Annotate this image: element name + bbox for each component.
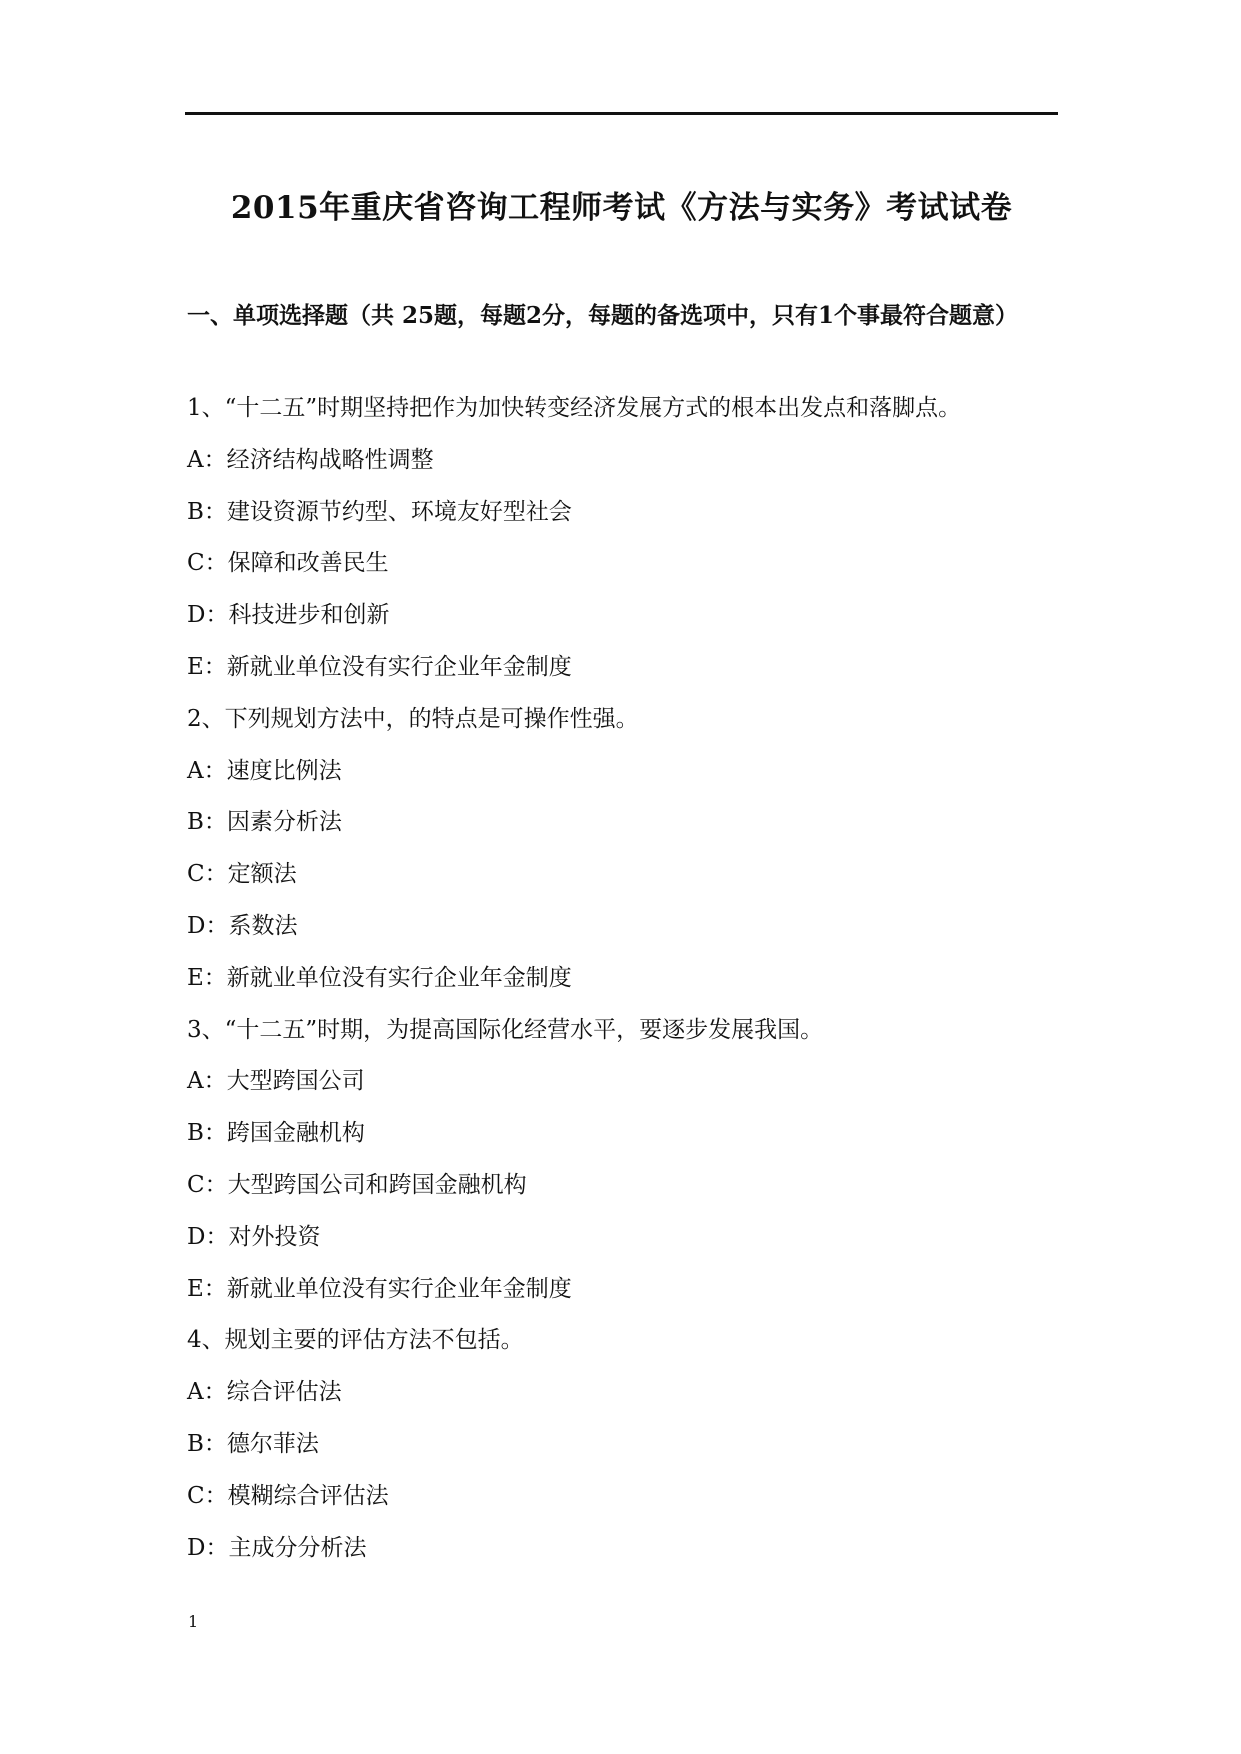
question-4: 4、规划主要的评估方法不包括。 [187, 1327, 524, 1354]
option-2d: D：系数法 [187, 912, 298, 939]
option-4b: B：德尔菲法 [187, 1430, 319, 1457]
option-4a: A：综合评估法 [187, 1379, 342, 1406]
question-3: 3、“十二五”时期，为提高国际化经营水平，要逐步发展我国。 [187, 1016, 824, 1043]
option-2a: A：速度比例法 [187, 757, 342, 784]
option-1a: A：经济结构战略性调整 [187, 446, 434, 473]
page-number: 1 [188, 1612, 199, 1631]
header-rule [185, 112, 1058, 115]
option-1d: D：科技进步和创新 [187, 602, 390, 629]
question-2: 2、下列规划方法中，的特点是可操作性强。 [187, 705, 639, 732]
option-2c: C：定额法 [187, 861, 297, 888]
option-3a: A：大型跨国公司 [187, 1068, 365, 1095]
option-3d: D：对外投资 [187, 1223, 321, 1250]
option-1e: E：新就业单位没有实行企业年金制度 [187, 653, 572, 680]
question-1: 1、“十二五”时期坚持把作为加快转变经济发展方式的根本出发点和落脚点。 [187, 395, 962, 421]
page-title: 2015年重庆省咨询工程师考试《方法与实务》考试试卷 [230, 190, 1013, 226]
option-4c: C：模糊综合评估法 [187, 1482, 389, 1509]
option-1c: C：保障和改善民生 [187, 550, 389, 577]
option-2e: E：新就业单位没有实行企业年金制度 [187, 964, 572, 991]
option-4d: D：主成分分析法 [187, 1534, 367, 1561]
section-heading: 一、单项选择题（共 25题，每题2分，每题的备选项中，只有1个事最符合题意） [187, 302, 1019, 329]
option-3e: E：新就业单位没有实行企业年金制度 [187, 1275, 572, 1302]
option-1b: B：建设资源节约型、环境友好型社会 [187, 498, 572, 525]
question-list [187, 383, 1067, 1574]
option-3b: B：跨国金融机构 [187, 1120, 365, 1147]
option-3c: C：大型跨国公司和跨国金融机构 [187, 1171, 527, 1198]
option-2b: B：因素分析法 [187, 809, 342, 836]
